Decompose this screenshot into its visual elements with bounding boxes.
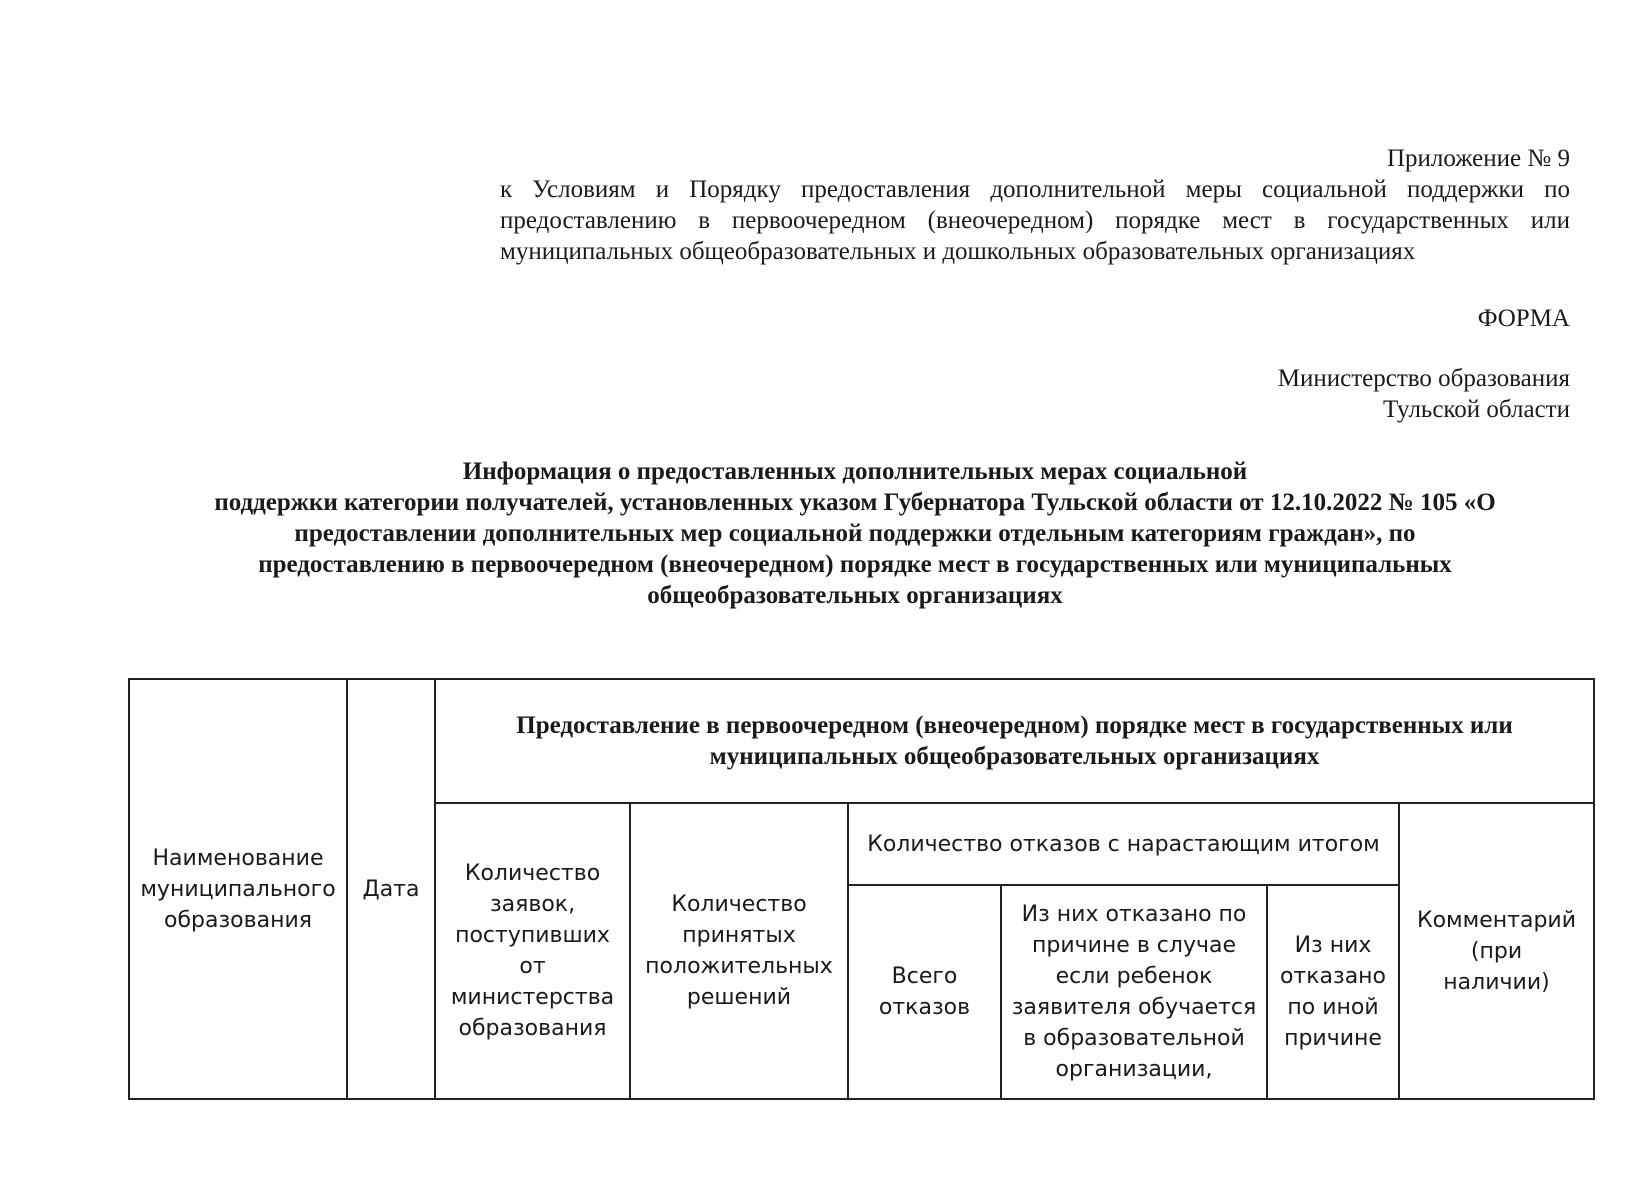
header-text: отказов xyxy=(878,995,971,1020)
header-text: по иной xyxy=(1287,995,1379,1020)
header-refused-other xyxy=(1267,885,1399,1099)
header-text: министерства xyxy=(450,985,615,1010)
header-text: организации, xyxy=(1055,1057,1213,1082)
header-text: отказано xyxy=(1279,964,1387,989)
header-text: заявителя обучается xyxy=(1011,995,1257,1020)
header-text: наличии) xyxy=(1443,969,1550,995)
header-text: принятых xyxy=(682,923,796,948)
header-applications xyxy=(435,803,630,1099)
header-text: Комментарий xyxy=(1416,907,1577,933)
appendix-block xyxy=(500,143,1570,267)
header-text: Количество xyxy=(464,861,601,886)
recipient-line-1: Министерство образования xyxy=(1277,365,1570,392)
recipient-block xyxy=(1278,363,1570,425)
header-text: положительных xyxy=(645,954,833,979)
header-text: Количество xyxy=(671,892,807,917)
report-table xyxy=(128,678,1595,1100)
header-text: Из них отказано по xyxy=(1021,902,1247,927)
header-text: от xyxy=(519,954,546,979)
header-text: решений xyxy=(686,985,792,1010)
header-refused-enrolled xyxy=(1001,885,1267,1099)
appendix-number: Приложение № 9 xyxy=(1386,145,1570,172)
header-group-provision xyxy=(435,679,1594,803)
header-refusals-group: Количество отказов с нарастающим итогом xyxy=(848,803,1399,885)
header-text: образования xyxy=(458,1016,607,1041)
title-line: предоставлению в первоочередном (внеочередном) порядке мест в государственных или муниципальных xyxy=(258,551,1452,578)
header-text: заявок, xyxy=(489,892,576,917)
header-text: причине xyxy=(1284,1026,1382,1051)
recipient-line-2: Тульской области xyxy=(1383,396,1570,423)
header-text: Наименование xyxy=(152,845,324,871)
header-text: образования xyxy=(164,907,312,933)
header-text: Предоставление в первоочередном (внеочередном) порядке мест в государственных или xyxy=(516,712,1513,739)
appendix-text: к Условиям и Порядку предоставления дополнительной меры социальной поддержки по предоставлению в первоочередном (внеочередном) порядке мест в государственных или муниципальных общеобразовательных и дошкольных образовательных организациях xyxy=(500,176,1570,265)
header-total-refusals xyxy=(848,885,1001,1099)
header-text: Из них xyxy=(1294,933,1372,958)
header-text: Всего xyxy=(891,964,958,989)
document-title xyxy=(130,456,1580,611)
header-comment xyxy=(1399,803,1594,1099)
header-positive-decisions xyxy=(630,803,848,1099)
header-text: если ребенок xyxy=(1055,964,1213,989)
header-text: муниципальных общеобразовательных организациях xyxy=(709,743,1320,770)
header-text: муниципального xyxy=(140,876,336,902)
title-line: общеобразовательных организациях xyxy=(647,582,1063,609)
header-text: (при xyxy=(1470,938,1523,964)
header-date: Дата xyxy=(347,679,435,1099)
header-text: причине в случае xyxy=(1031,933,1236,958)
form-label: ФОРМА xyxy=(1477,305,1570,332)
header-text: в образовательной xyxy=(1023,1026,1245,1051)
title-line: Информация о предоставленных дополнительных мерах социальной xyxy=(462,458,1248,485)
header-text: поступивших xyxy=(455,923,610,948)
title-line: предоставлении дополнительных мер социальной поддержки отдельным категориям граждан», по xyxy=(294,520,1416,547)
title-line: поддержки категории получателей, установленных указом Губернатора Тульской области от 12.10.2022 № 105 «О xyxy=(214,489,1496,516)
header-municipality xyxy=(129,679,347,1099)
